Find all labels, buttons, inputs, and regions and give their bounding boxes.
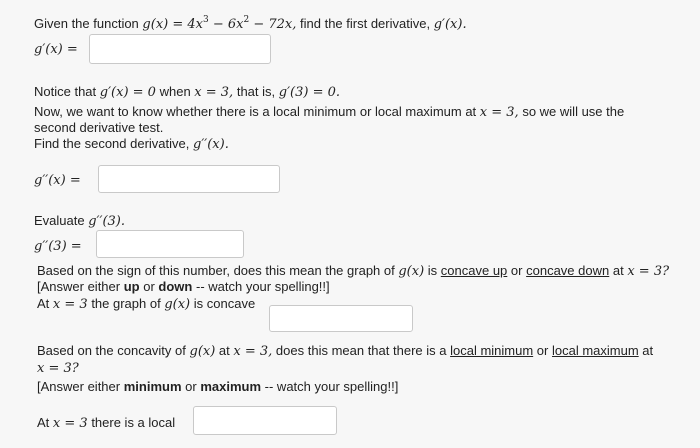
q2-line1-a: Now, we want to know whether there is a local minimum or local maximum at [34, 104, 477, 119]
notice-text-c: that is, [236, 84, 276, 99]
q4-line3-b: the graph of [91, 296, 161, 311]
concavity-input[interactable] [269, 305, 413, 332]
notice-text-b: when [159, 84, 191, 99]
notice-text-a: Notice that [34, 84, 97, 99]
q5-line1-e: at [642, 343, 654, 358]
q5-line1 [37, 342, 653, 360]
q2-line3 [34, 135, 229, 153]
q1-func-lhs: g(x) = 4x [142, 17, 203, 32]
q4-line3-math: x = 3 [52, 297, 88, 312]
q1-prefix: Given the function [34, 16, 139, 31]
q5-line4-math: x = 3 [52, 416, 88, 431]
q4-line2 [37, 278, 330, 295]
q1-mid: − 6x [208, 17, 244, 32]
q1-answer-label: g′(x) = [34, 42, 78, 57]
q4-line3-a: At [37, 296, 50, 311]
q1-exp1: 3 [202, 15, 209, 25]
q1-exp2: 2 [243, 15, 250, 25]
q4-line2-down: down [158, 279, 193, 294]
local-minimum-link[interactable]: local minimum [450, 343, 534, 358]
q5-line4-b: there is a local [91, 415, 176, 430]
extremum-input[interactable] [193, 406, 337, 435]
q5-line4 [37, 414, 175, 432]
q5-line1-math2: x = 3, [233, 344, 273, 359]
q5-line2: x = 3? [37, 361, 79, 376]
notice-math-b: x = 3, [194, 85, 234, 100]
notice-math-a: g′(x) = 0 [99, 85, 156, 100]
q5-line3-minimum: minimum [123, 379, 182, 394]
q4-line3-math2: g(x) [164, 297, 191, 312]
first-derivative-input[interactable] [89, 34, 271, 64]
q5-line1-a: Based on the concavity of [37, 343, 186, 358]
local-maximum-link[interactable]: local maximum [551, 343, 639, 358]
q4-line1-d: at [612, 263, 624, 278]
q1-deriv: g′(x). [433, 17, 467, 32]
q5-line3-or: or [185, 379, 197, 394]
second-derivative-input[interactable] [98, 165, 280, 193]
q4-line1-math2: x = 3? [627, 264, 670, 279]
q2-line3-math: g′′(x). [193, 137, 229, 152]
notice-text [34, 83, 340, 101]
q5-line1-math: g(x) [189, 344, 216, 359]
q2-line2: second derivative test. [34, 120, 164, 135]
q5-line1-c: does this mean that there is a [275, 343, 447, 358]
q1-function [142, 17, 296, 32]
q4-line3 [37, 295, 255, 313]
q4-line2-or: or [143, 279, 155, 294]
q5-line4-a: At [37, 415, 50, 430]
q3-answer-label: g′′(3) = [34, 239, 82, 254]
q3-math: g′′(3). [88, 214, 125, 229]
q2-line3-a: Find the second derivative, [34, 136, 190, 151]
q5-line3-a: [Answer either [37, 379, 121, 394]
q1-tail: − 72x, [249, 17, 297, 32]
q1-prompt [34, 12, 467, 33]
q3-prompt [34, 212, 125, 230]
q4-line1-c: or [510, 263, 523, 278]
q5-line1-d: or [536, 343, 549, 358]
concave-down-link[interactable]: concave down [526, 263, 610, 278]
q4-line1-math: g(x) [398, 264, 425, 279]
q4-line3-c: is concave [193, 296, 256, 311]
q2-line1-math: x = 3, [479, 105, 519, 120]
q5-line3 [37, 378, 398, 395]
q5-line1-b: at [218, 343, 230, 358]
q2-line1-b: so we will use the [522, 104, 625, 119]
notice-math-c: g′(3) = 0. [278, 85, 340, 100]
evaluate-input[interactable] [96, 230, 244, 258]
q4-line2-up: up [123, 279, 140, 294]
q4-line2-a: [Answer either [37, 279, 121, 294]
q1-suffix: find the first derivative, [300, 16, 431, 31]
q4-line2-c: -- watch your spelling!!] [195, 279, 330, 294]
q3-text: Evaluate [34, 213, 85, 228]
q5-line3-maximum: maximum [200, 379, 262, 394]
q4-line1-a: Based on the sign of this number, does this mean the graph of [37, 263, 395, 278]
q2-answer-label: g′′(x) = [34, 173, 81, 188]
concave-up-link[interactable]: concave up [440, 263, 508, 278]
q4-line1-b: is [427, 263, 438, 278]
q5-line3-c: -- watch your spelling!!] [264, 379, 399, 394]
